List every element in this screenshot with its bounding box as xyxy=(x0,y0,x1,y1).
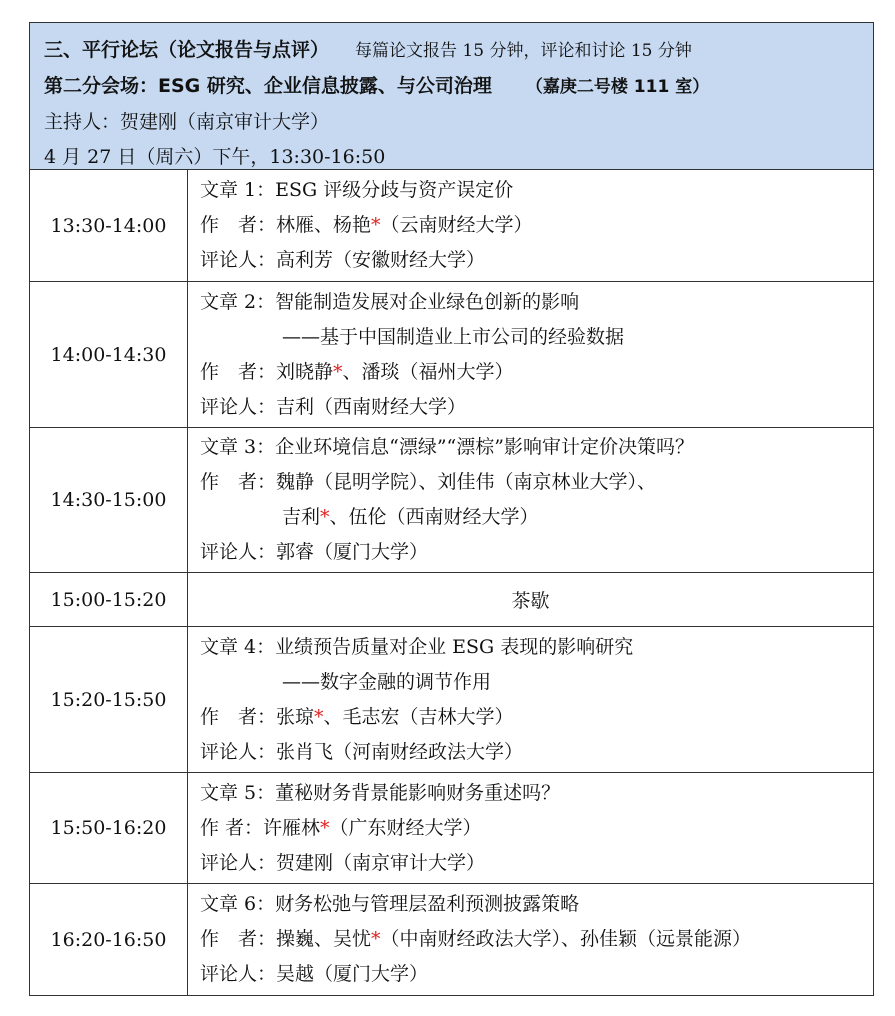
paper-cell xyxy=(188,773,874,884)
presenter-marker: * xyxy=(371,928,381,950)
discussant-line: 评论人：高利芳（安徽财经大学） xyxy=(200,249,486,271)
table-row xyxy=(30,170,874,282)
paper-cell xyxy=(188,282,874,428)
discussant-line: 评论人：吉利（西南财经大学） xyxy=(200,395,467,418)
authors-line-continued: 吉利*、伍伦（西南财经大学） xyxy=(282,506,539,528)
time-cell: 14:00-14:30 xyxy=(30,282,188,428)
presenter-marker: * xyxy=(314,705,324,728)
paper-subtitle: ——数字金融的调节作用 xyxy=(282,670,492,693)
table-row xyxy=(30,282,874,428)
discussant-line: 评论人：贺建刚（南京审计大学） xyxy=(200,851,486,874)
paper-cell xyxy=(188,428,874,573)
paper-title: 文章 2：智能制造发展对企业绿色创新的影响 xyxy=(200,290,580,313)
discussant-line: 评论人：张肖飞（河南财经政法大学） xyxy=(200,740,524,763)
presenter-marker: * xyxy=(320,506,330,528)
paper-title: 文章 1：ESG 评级分歧与资产误定价 xyxy=(200,179,514,201)
table-row xyxy=(30,573,874,627)
schedule-sheet xyxy=(29,22,874,996)
paper-title: 文章 4：业绩预告质量对企业 ESG 表现的影响研究 xyxy=(200,635,634,658)
time-cell: 15:20-15:50 xyxy=(30,627,188,773)
tea-break-cell: 茶歇 xyxy=(188,573,874,627)
discussant-line: 评论人：郭睿（厦门大学） xyxy=(200,541,429,563)
authors-line: 作 者：魏静（昆明学院）、刘佳伟（南京林业大学）、 xyxy=(200,471,657,493)
paper-title: 文章 3：企业环境信息“漂绿”“漂棕”影响审计定价决策吗？ xyxy=(200,436,694,458)
authors-line: 作 者：林雁、杨艳*（云南财经大学） xyxy=(200,214,533,236)
venue-title: 第二分会场：ESG 研究、企业信息披露、与公司治理 xyxy=(44,75,492,97)
time-cell: 14:30-15:00 xyxy=(30,428,188,573)
authors-line: 作 者：张琼*、毛志宏（吉林大学） xyxy=(200,705,514,728)
presenter-marker: * xyxy=(333,360,343,383)
authors-line: 作 者：刘晓静*、潘琰（福州大学） xyxy=(200,360,514,383)
paper-subtitle: ——基于中国制造业上市公司的经验数据 xyxy=(282,325,625,348)
header-line-2 xyxy=(44,69,873,105)
presenter-marker: * xyxy=(320,816,330,839)
host-line: 主持人：贺建刚（南京审计大学） xyxy=(44,111,330,133)
table-row xyxy=(30,773,874,884)
paper-cell xyxy=(188,170,874,282)
table-row xyxy=(30,428,874,573)
paper-title: 文章 5：董秘财务背景能影响财务重述吗？ xyxy=(200,781,561,804)
presenter-marker: * xyxy=(371,214,381,236)
paper-cell xyxy=(188,627,874,773)
authors-line: 作 者：操巍、吴忧*（中南财经政法大学）、孙佳颖（远景能源） xyxy=(200,928,752,950)
session-header xyxy=(29,22,874,169)
room-label: （嘉庚二号楼 111 室） xyxy=(525,77,710,97)
section-title: 三、平行论坛（论文报告与点评） xyxy=(44,39,330,61)
header-line-1 xyxy=(44,33,873,69)
schedule-table xyxy=(29,169,874,996)
timing-note: 每篇论文报告 15 分钟，评论和讨论 15 分钟 xyxy=(355,41,692,61)
time-cell: 15:00-15:20 xyxy=(30,573,188,627)
authors-line: 作 者：许雁林*（广东财经大学） xyxy=(200,816,482,839)
time-cell: 16:20-16:50 xyxy=(30,884,188,996)
datetime-line: 4 月 27 日（周六）下午，13:30-16:50 xyxy=(44,146,386,168)
time-cell: 15:50-16:20 xyxy=(30,773,188,884)
time-cell: 13:30-14:00 xyxy=(30,170,188,282)
paper-title: 文章 6：财务松弛与管理层盈利预测披露策略 xyxy=(200,893,580,915)
paper-cell xyxy=(188,884,874,996)
table-row xyxy=(30,884,874,996)
discussant-line: 评论人：吴越（厦门大学） xyxy=(200,963,429,985)
table-row xyxy=(30,627,874,773)
